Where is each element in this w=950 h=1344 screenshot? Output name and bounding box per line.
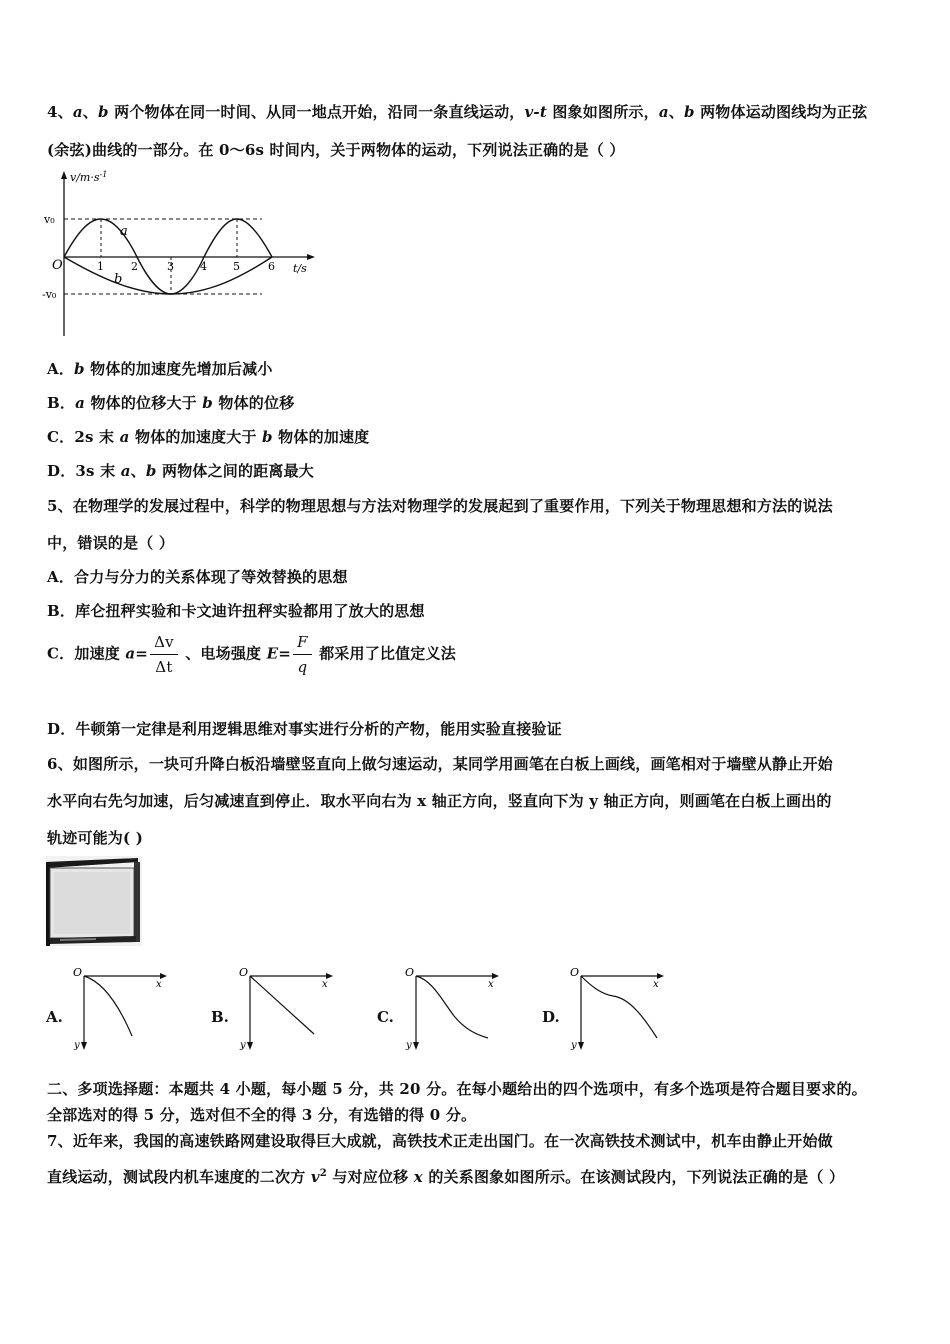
q7-stem-line1: 7、近年来，我国的高速铁路网建设取得巨大成就，高铁技术正走出国门。在一次高铁技术测试中，机车由静止开始做	[47, 1132, 833, 1150]
q6-stem-line1: 6、如图所示，一块可升降白板沿墙壁竖直向上做匀速运动，某同学用画笔在白板上画线，画笔相对于墙壁从静止开始	[47, 755, 833, 773]
section2-heading-line2: 全部选对的得 5 分，选对但不全的得 3 分，有选错的得 0 分。	[47, 1106, 477, 1124]
q5-option-c[interactable]: C．加速度 a= $\frac{\Delta v}{\Delta t}$ 、电场强度 E= $\frac{F}{q}$ 都采用了比值定义法	[47, 633, 456, 676]
q5-option-a[interactable]: A．合力与分力的关系体现了等效替换的思想	[47, 568, 348, 586]
q5-stem-line1: 5、在物理学的发展过程中，科学的物理思想与方法对物理学的发展起到了重要作用，下列关于物理思想和方法的说法	[47, 497, 833, 515]
graph-tick: 6	[268, 260, 275, 273]
axis-x-label: x	[653, 979, 659, 990]
axis-x-label: x	[322, 979, 328, 990]
vt-graph	[40, 168, 320, 340]
q6-option-d-label[interactable]: D.	[542, 1008, 560, 1026]
axis-y-label: y	[74, 1040, 80, 1051]
q6-stem-line3: 轨迹可能为( )	[47, 829, 144, 847]
axis-y-label: y	[571, 1040, 577, 1051]
axis-origin: O	[239, 966, 249, 979]
section2-heading-line1: 二、多项选择题：本题共 4 小题，每小题 5 分，共 20 分。在每小题给出的四个选项中，有多个选项是符合题目要求的。	[47, 1080, 867, 1098]
q6-option-b-label[interactable]: B.	[211, 1008, 229, 1026]
q6-option-b-graph[interactable]	[236, 964, 336, 1054]
q6-option-d-graph[interactable]	[567, 964, 667, 1054]
q5-option-d[interactable]: D．牛顿第一定律是利用逻辑思维对事实进行分析的产物，能用实验直接验证	[47, 720, 562, 738]
q6-option-a-label[interactable]: A.	[46, 1008, 63, 1026]
q4-option-a[interactable]: A．b 物体的加速度先增加后减小	[47, 360, 273, 378]
fraction-f-q: $\frac{F}{q}$	[293, 633, 312, 676]
axis-x-label: x	[156, 979, 162, 990]
axis-y-label: y	[406, 1040, 412, 1051]
q4-stem-line2: (余弦)曲线的一部分。在 0～6s 时间内，关于两物体的运动，下列说法正确的是（ ）	[47, 141, 625, 159]
graph-ylabel: $v/m\cdot s^{-1}$	[70, 170, 108, 184]
q6-stem-line2: 水平向右先匀加速，后匀减速直到停止．取水平向右为 x 轴正方向，竖直向下为 y 轴正方向，则画笔在白板上画出的	[47, 792, 832, 810]
axis-y-label: y	[240, 1040, 246, 1051]
q4-option-b[interactable]: B．a 物体的位移大于 b 物体的位移	[47, 394, 295, 412]
q5-option-b[interactable]: B．库仑扭秤实验和卡文迪许扭秤实验都用了放大的思想	[47, 602, 425, 620]
graph-v0-label: v₀	[44, 213, 55, 226]
whiteboard-image	[46, 856, 142, 946]
axis-x-label: x	[488, 979, 494, 990]
fraction-dv-dt: $\frac{\Delta v}{\Delta t}$	[150, 633, 178, 676]
axis-origin: O	[570, 966, 580, 979]
graph-tick: 4	[200, 260, 207, 273]
axis-origin: O	[405, 966, 415, 979]
graph-curve-b-label: b	[114, 272, 123, 287]
graph-tick: 3	[167, 260, 174, 273]
graph-negv0-label: -v₀	[42, 288, 57, 301]
q6-option-c-graph[interactable]	[402, 964, 502, 1054]
graph-tick: 1	[97, 260, 104, 273]
q6-option-a-graph[interactable]	[70, 964, 170, 1054]
axis-origin: O	[73, 966, 83, 979]
graph-tick: 2	[131, 260, 138, 273]
q6-option-c-label[interactable]: C.	[377, 1008, 394, 1026]
q4-option-c[interactable]: C．2s 末 a 物体的加速度大于 b 物体的加速度	[47, 428, 370, 446]
q4-option-d[interactable]: D．3s 末 a、b 两物体之间的距离最大	[47, 462, 315, 480]
graph-tick: 5	[233, 260, 240, 273]
q5-stem-line2: 中，错误的是（ ）	[47, 534, 175, 552]
graph-xlabel: t/s	[293, 262, 307, 275]
q7-stem-line2: 直线运动，测试段内机车速度的二次方 $v^2$ 与对应位移 x 的关系图象如图所示。在该测试段内，下列说法正确的是（ ）	[47, 1168, 845, 1186]
graph-curve-a-label: a	[120, 224, 128, 239]
q4-stem-line1: 4、a、b 两个物体在同一时间、从同一地点开始，沿同一条直线运动，v-t 图象如图所示，a、b 两物体运动图线均为正弦	[47, 103, 868, 121]
graph-origin: O	[52, 258, 63, 273]
